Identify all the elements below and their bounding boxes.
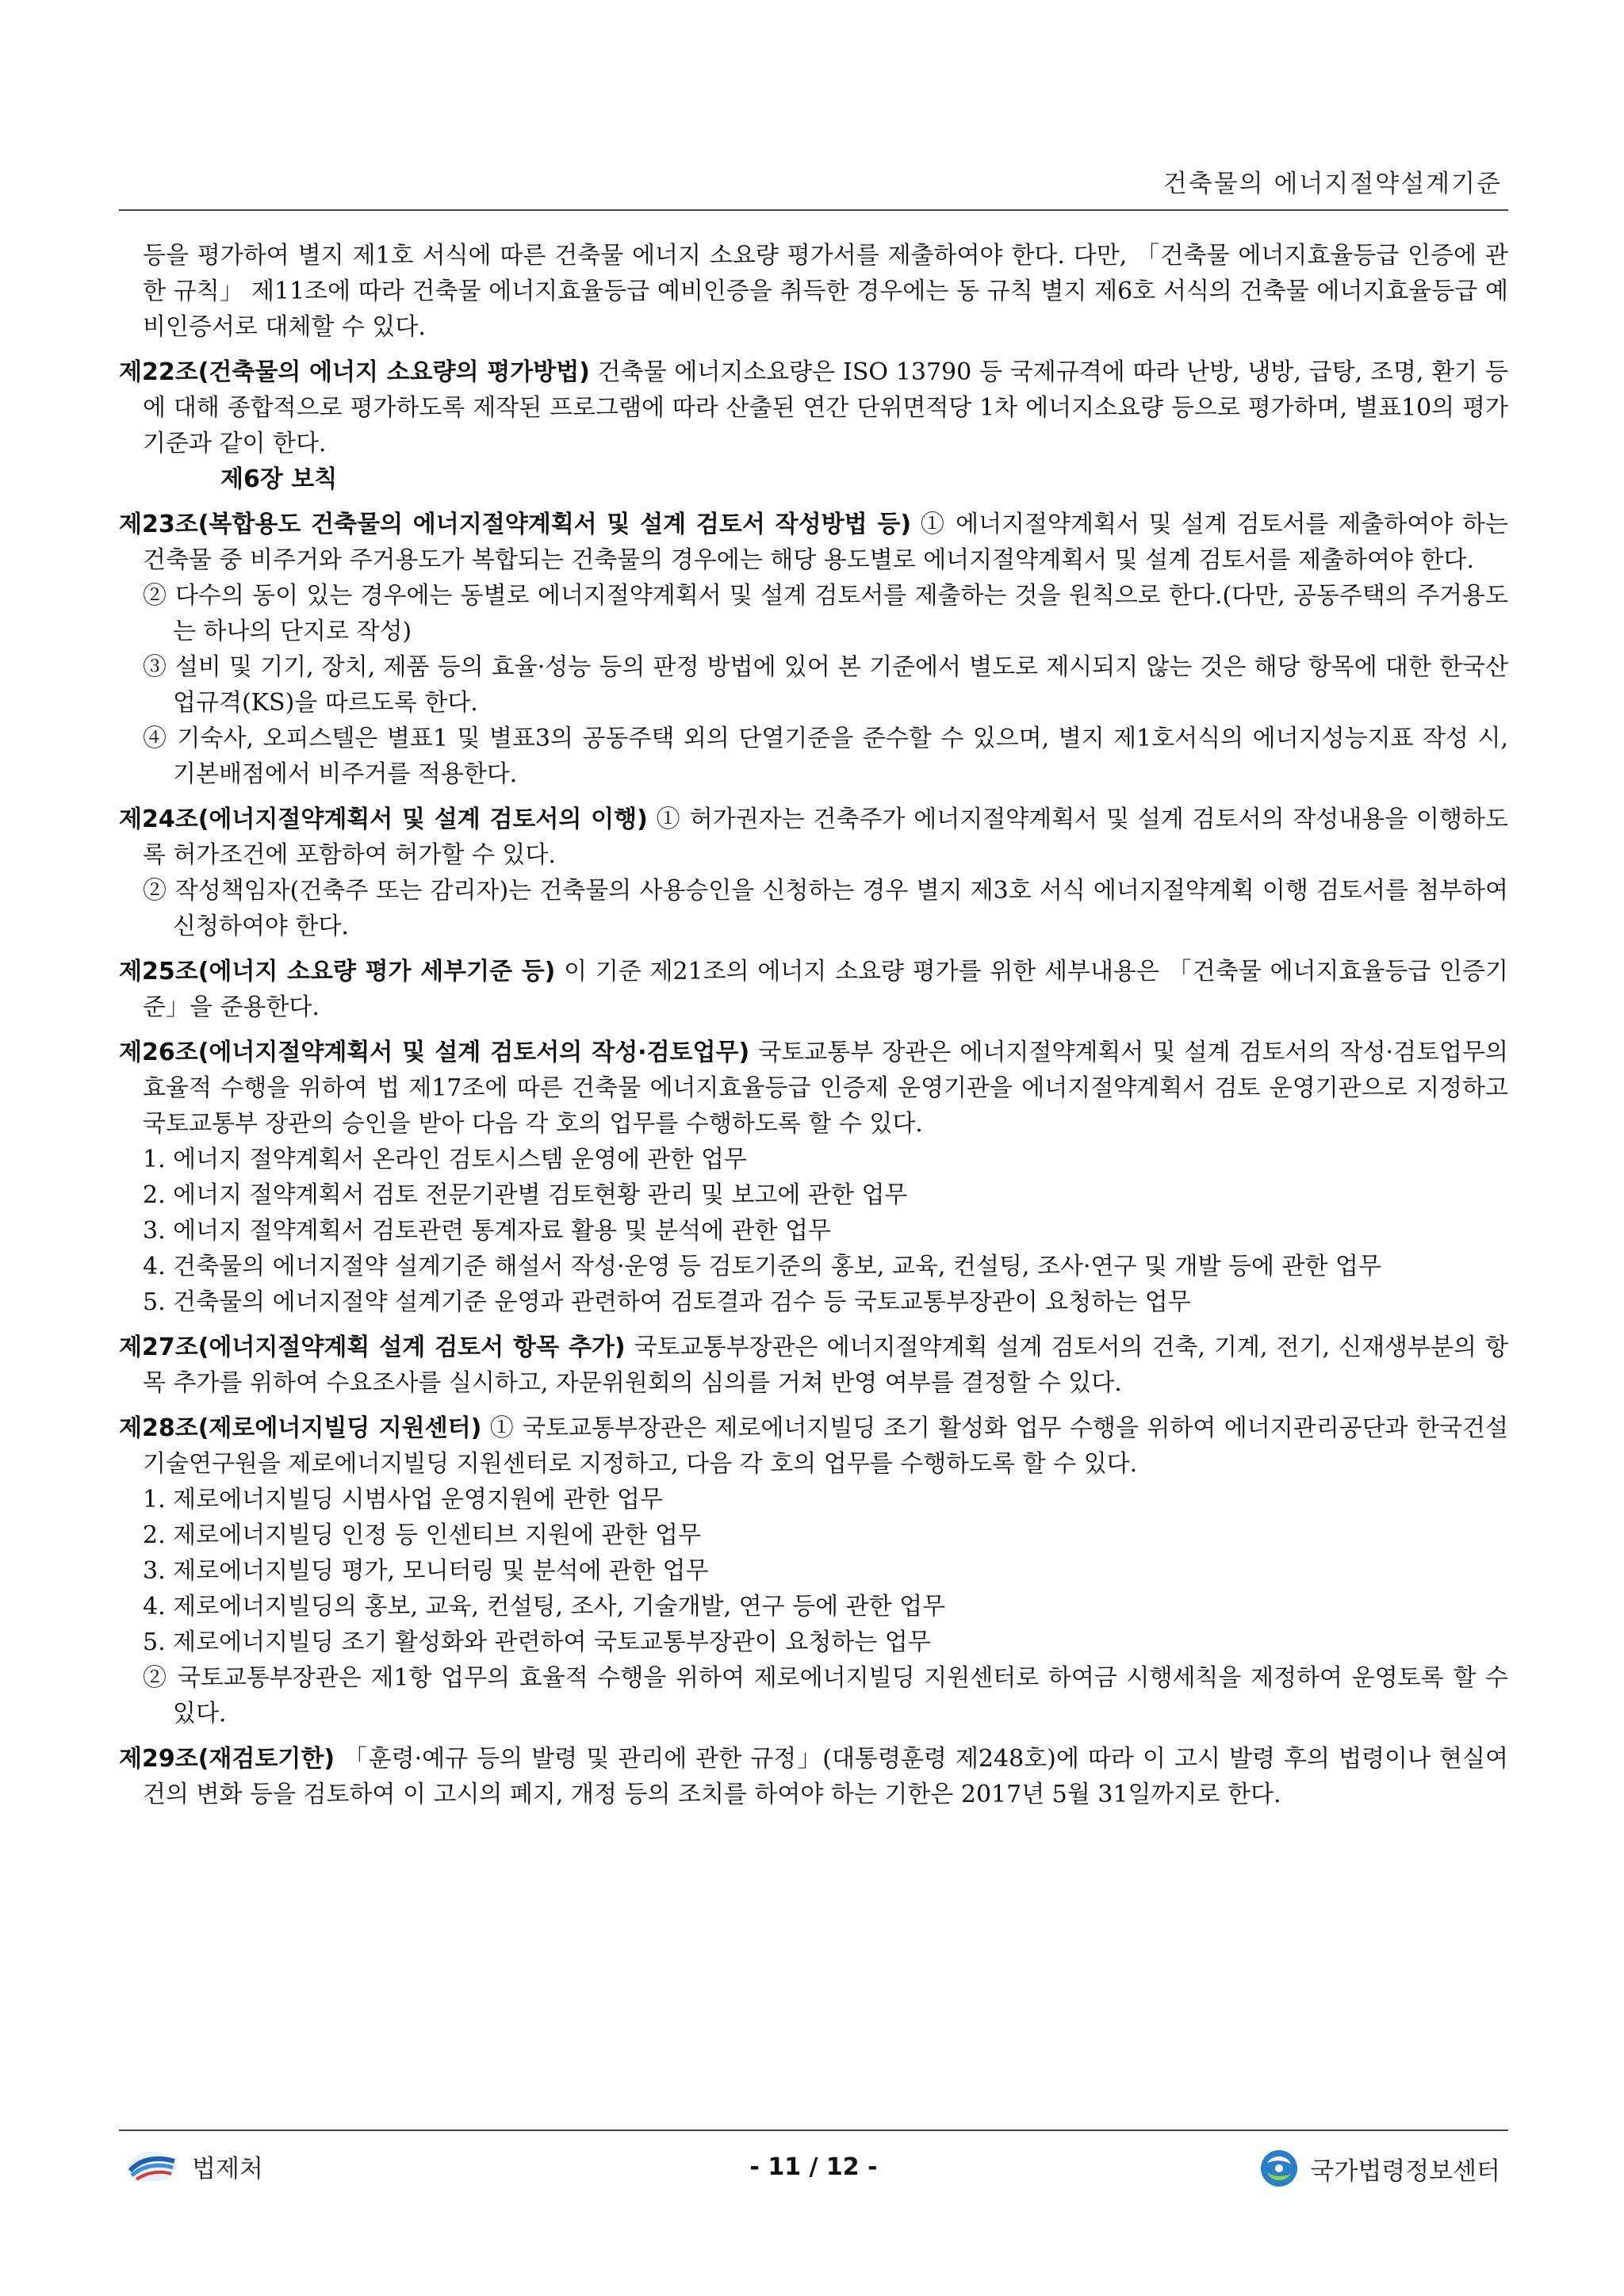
article-22-text: 건축물 에너지소요량은 ISO 13790 등 국제규격에 따라 난방, 냉방, 급탕, 조명, 환기 등에 대해 종합적으로 평가하도록 제작된 프로그램에 따라 산출된 연간 단위면적당 1차 에너지소요량 등으로 평가하며, 별표10의 평가기준과 같이 한다. (143, 358, 1508, 457)
article-24-text: ① 허가권자는 건축주가 에너지절약계획서 및 설계 검토서의 작성내용을 이행하도록 허가조건에 포함하여 허가할 수 있다. (143, 806, 1508, 869)
list-item: 1. 제로에너지빌딩 시범사업 운영지원에 관한 업무 (143, 1486, 663, 1513)
moleg-name: 법제처 (192, 2155, 263, 2183)
document-title: 건축물의 에너지절약설계기준 (1162, 170, 1502, 198)
article-22-heading: 제22조(건축물의 에너지 소요량의 평가방법) (119, 358, 590, 386)
page-header (119, 155, 1508, 211)
article-28-text: ① 국토교통부장관은 제로에너지빌딩 조기 활성화 업무 수행을 위하여 에너지관리공단과 한국건설기술연구원을 제로에너지빌딩 지원센터로 지정하고, 다음 각 호의 업무를 수행하도록 할 수 있다. (143, 1414, 1508, 1478)
article-28-heading: 제28조(제로에너지빌딩 지원센터) (119, 1414, 482, 1442)
law-info-center-name: 국가법령정보센터 (1310, 2156, 1500, 2186)
chapter-heading: 제6장 보칙 (220, 465, 338, 493)
article-23-paragraph-3: ③ 설비 및 기기, 장치, 제품 등의 효율·성능 등의 판정 방법에 있어 본 기준에서 별도로 제시되지 않는 것은 해당 항목에 대한 한국산업규격(KS)을 따르도록 한다. (143, 653, 1508, 717)
article-25-text: 이 기준 제21조의 에너지 소요량 평가를 위한 세부내용은 「건축물 에너지효율등급 인증기준」을 준용한다. (143, 958, 1508, 1021)
article-23-paragraph-2: ② 다수의 동이 있는 경우에는 동별로 에너지절약계획서 및 설계 검토서를 제출하는 것을 원칙으로 한다.(다만, 공동주택의 주거용도는 하나의 단지로 작성) (143, 582, 1508, 645)
article-25 (119, 954, 1508, 1025)
article-25-heading: 제25조(에너지 소요량 평가 세부기준 등) (119, 958, 556, 985)
article-27-text: 국토교통부장관은 에너지절약계획 설계 검토서의 건축, 기계, 전기, 신재생부분의 항목 추가를 위하여 수요조사를 실시하고, 자문위원회의 심의를 거쳐 반영 여부를 결정할 수 있다. (143, 1334, 1508, 1397)
law-info-center-branding (1259, 2149, 1500, 2188)
article-26-heading: 제26조(에너지절약계획서 및 설계 검토서의 작성·검토업무) (119, 1039, 750, 1066)
article-24 (119, 802, 1508, 873)
law-info-center-logo-icon (1259, 2149, 1299, 2188)
intro-paragraph: 등을 평가하여 별지 제1호 서식에 따른 건축물 에너지 소요량 평가서를 제출하여야 한다. 다만, 「건축물 에너지효율등급 인증에 관한 규칙」 제11조에 따라 건축물 에너지효율등급 예비인증을 취득한 경우에는 동 규칙 별지 제6호 서식의 건축물 에너지효율등급 예비인증서로 대체할 수 있다. (143, 242, 1508, 341)
page-footer (119, 2130, 1508, 2210)
document-body (119, 238, 1508, 1812)
article-27-heading: 제27조(에너지절약계획 설계 검토서 항목 추가) (119, 1334, 626, 1361)
article-29-text: 「훈령·예규 등의 발령 및 관리에 관한 규정」(대통령훈령 제248호)에 따라 이 고시 발령 후의 법령이나 현실여건의 변화 등을 검토하여 이 고시의 폐지, 개정 등의 조치를 하여야 하는 기한은 2017년 5월 31일까지로 한다. (143, 1745, 1508, 1808)
article-24-paragraph-2: ② 작성책임자(건축주 또는 감리자)는 건축물의 사용승인을 신청하는 경우 별지 제3호 서식 에너지절약계획 이행 검토서를 첨부하여 신청하여야 한다. (143, 877, 1508, 940)
article-26 (119, 1035, 1508, 1142)
article-22 (119, 354, 1508, 461)
article-24-heading: 제24조(에너지절약계획서 및 설계 검토서의 이행) (119, 806, 648, 833)
article-26-text: 국토교통부 장관은 에너지절약계획서 및 설계 검토서의 작성·검토업무의 효율적 수행을 위하여 법 제17조에 따른 건축물 에너지효율등급 인증제 운영기관을 에너지절약계획서 검토 운영기관으로 지정하고 국토교통부 장관의 승인을 받아 다음 각 호의 업무를 수행하도록 할 수 있다. (143, 1039, 1508, 1138)
list-item: 3. 에너지 절약계획서 검토관련 통계자료 활용 및 분석에 관한 업무 (143, 1217, 831, 1245)
list-item: 1. 에너지 절약계획서 온라인 검토시스템 운영에 관한 업무 (143, 1146, 747, 1173)
list-item: 5. 건축물의 에너지절약 설계기준 운영과 관련하여 검토결과 검수 등 국토교통부장관이 요청하는 업무 (143, 1288, 1191, 1316)
list-item: 3. 제로에너지빌딩 평가, 모니터링 및 분석에 관한 업무 (143, 1557, 709, 1585)
article-23-text: ① 에너지절약계획서 및 설계 검토서를 제출하여야 하는 건축물 중 비주거와 주거용도가 복합되는 건축물의 경우에는 해당 용도별로 에너지절약계획서 및 설계 검토서를 제출하여야 한다. (143, 511, 1509, 574)
article-28-paragraph-2: ② 국토교통부장관은 제1항 업무의 효율적 수행을 위하여 제로에너지빌딩 지원센터로 하여금 시행세칙을 제정하여 운영토록 할 수 있다. (143, 1664, 1508, 1728)
list-item: 2. 에너지 절약계획서 검토 전문기관별 검토현황 관리 및 보고에 관한 업무 (143, 1181, 908, 1209)
article-28 (119, 1410, 1508, 1482)
article-29 (119, 1741, 1508, 1812)
list-item: 4. 건축물의 에너지절약 설계기준 해설서 작성·운영 등 검토기준의 홍보, 교육, 컨설팅, 조사·연구 및 개발 등에 관한 업무 (143, 1253, 1381, 1280)
article-29-heading: 제29조(재검토기한) (119, 1745, 335, 1773)
article-23 (119, 507, 1508, 578)
list-item: 2. 제로에너지빌딩 인정 등 인센티브 지원에 관한 업무 (143, 1521, 701, 1549)
article-23-paragraph-4: ④ 기숙사, 오피스텔은 별표1 및 별표3의 공동주택 외의 단열기준을 준수할 수 있으며, 별지 제1호서식의 에너지성능지표 작성 시, 기본배점에서 비주거를 적용한다. (143, 725, 1508, 788)
list-item: 4. 제로에너지빌딩의 홍보, 교육, 컨설팅, 조사, 기술개발, 연구 등에 관한 업무 (143, 1593, 946, 1621)
list-item: 5. 제로에너지빌딩 조기 활성화와 관련하여 국토교통부장관이 요청하는 업무 (143, 1628, 931, 1656)
page-number: - 11 / 12 - (749, 2153, 878, 2181)
article-23-heading: 제23조(복합용도 건축물의 에너지절약계획서 및 설계 검토서 작성방법 등) (119, 511, 912, 538)
article-27 (119, 1330, 1508, 1401)
